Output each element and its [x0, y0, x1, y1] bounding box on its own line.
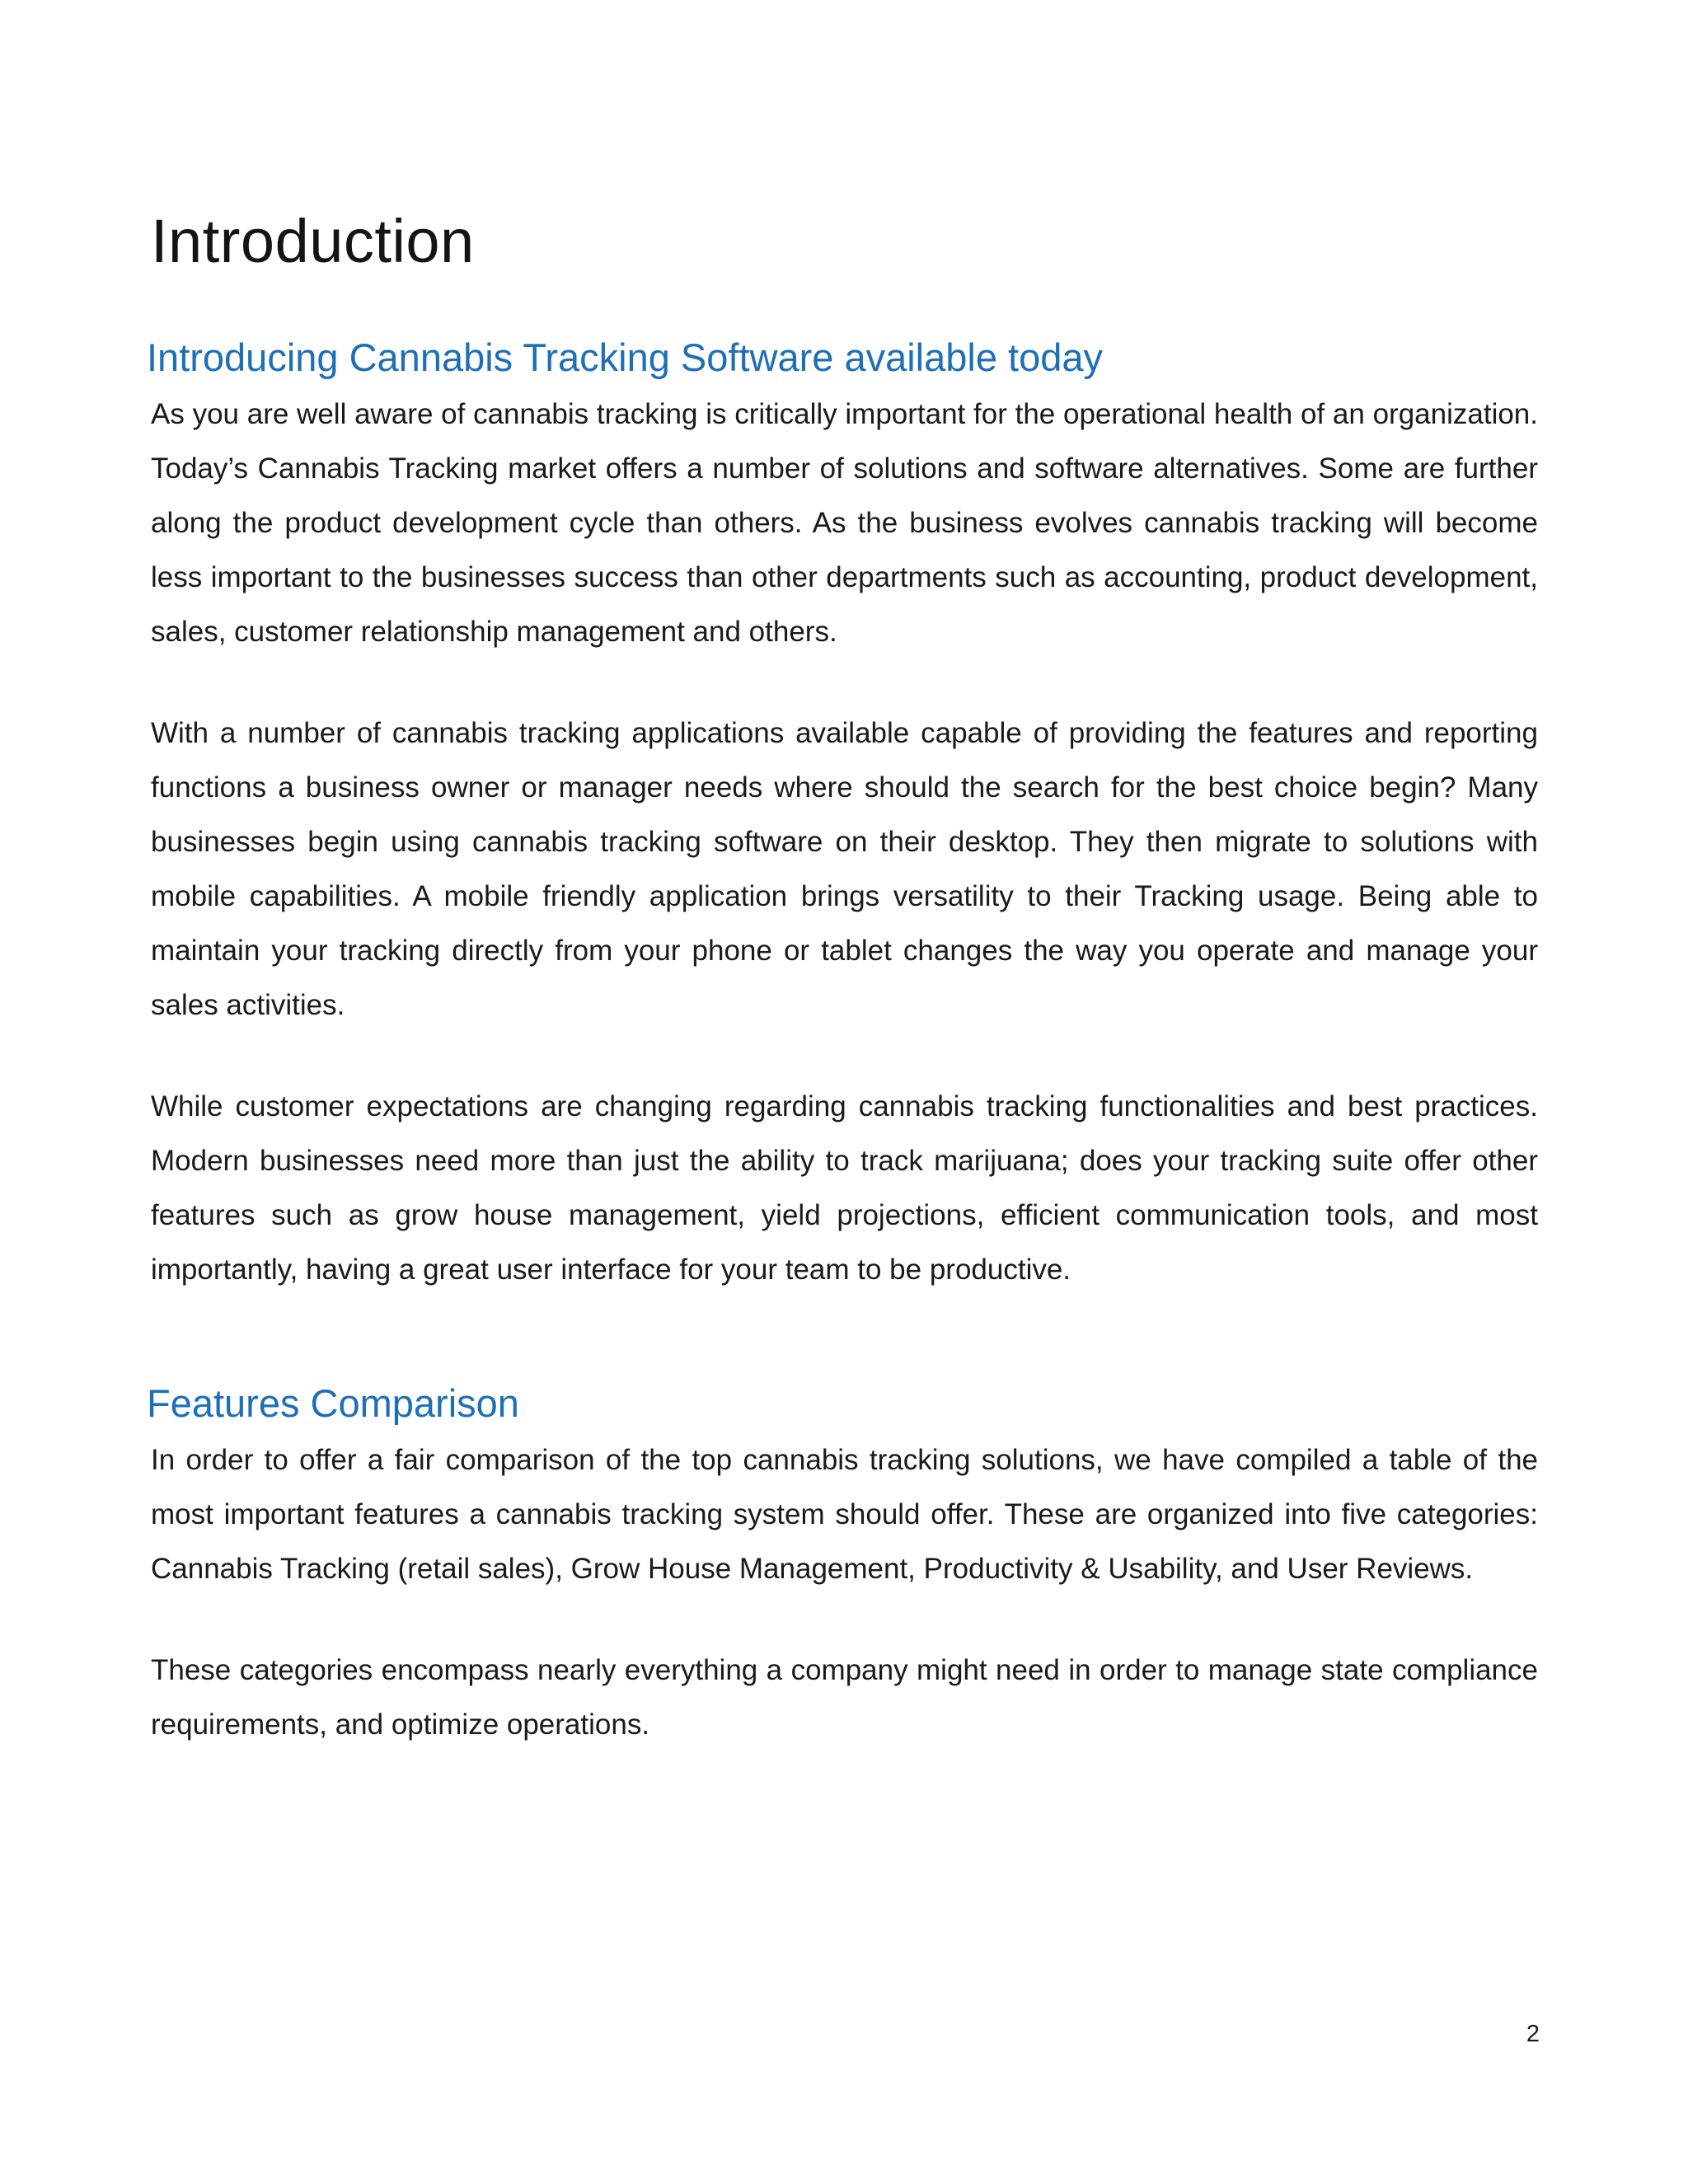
section-features-comparison [147, 1376, 1538, 1752]
page-number: 2 [1526, 2021, 1540, 2047]
paragraph: These categories encompass nearly everything a company might need in order to manage state compliance requirements, and optimize operations. [151, 1654, 1538, 1741]
paragraph: While customer expectations are changing regarding cannabis tracking functionalities and best practices. Modern businesses need more than just the ability to track marijuana; does your tracking suite offer other features such as grow house management, yield projections, efficient communication tools, and most importantly, having a great user interface for your team to be productive. [151, 1090, 1538, 1286]
section-heading: Features Comparison [147, 1381, 519, 1425]
paragraph: With a number of cannabis tracking applications available capable of providing the features and reporting functions a business owner or manager needs where should the search for the best choice begin? Many businesses begin using cannabis tracking software on their desktop. They then migrate to solutions with mobile capabilities. A mobile friendly application brings versatility to their Tracking usage. Being able to maintain your tracking directly from your phone or tablet changes the way you operate and manage your sales activities. [151, 717, 1538, 1021]
section-introducing-software [147, 330, 1538, 1297]
paragraph: As you are well aware of cannabis tracking is critically important for the operational health of an organization. Today’s Cannabis Tracking market offers a number of solutions and software alternatives. Some are further along the product development cycle than others. As the business evolves cannabis tracking will become less important to the businesses success than other departments such as accounting, product development, sales, customer relationship management and others. [151, 398, 1538, 648]
page-title: Introduction [151, 207, 475, 275]
section-heading: Introducing Cannabis Tracking Software available today [147, 335, 1104, 379]
page-content [147, 196, 1538, 1752]
paragraph: In order to offer a fair comparison of the top cannabis tracking solutions, we have compiled a table of the most important features a cannabis tracking system should offer. These are organized into five categories: Cannabis Tracking (retail sales), Grow House Management, Productivity & Usability, and User Reviews. [151, 1444, 1538, 1585]
